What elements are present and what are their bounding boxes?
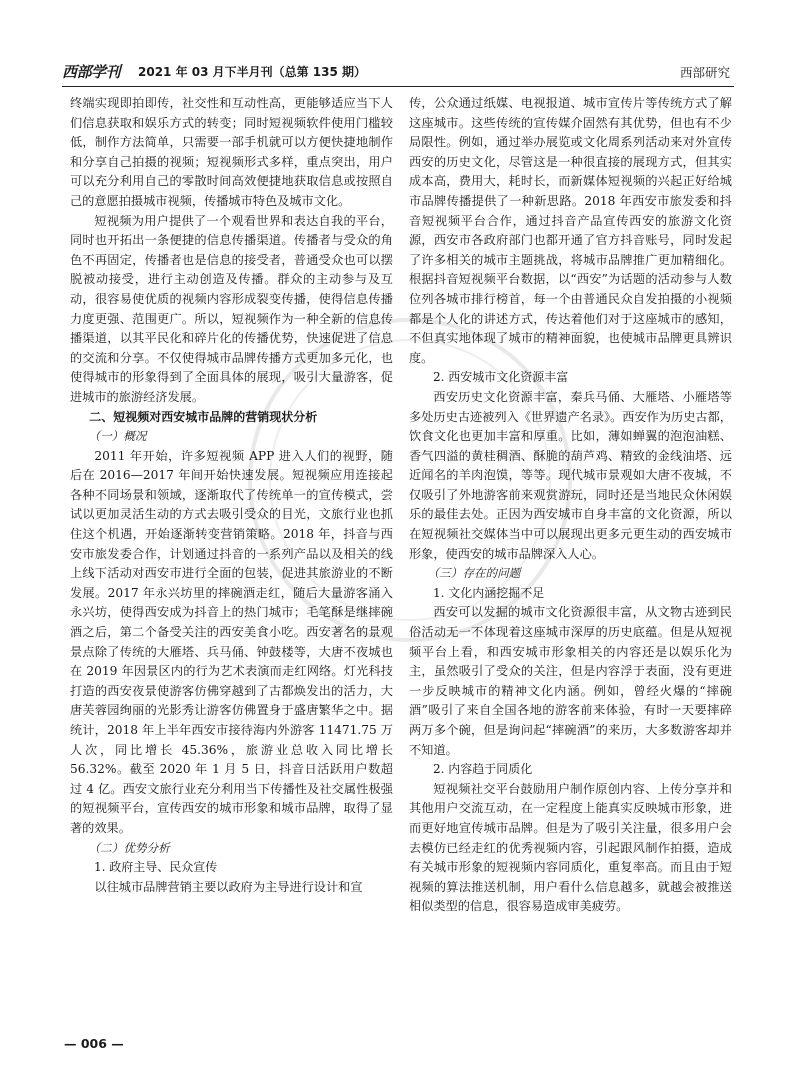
issue-info: 2021 年 03 月下半月刊（总第 135 期） [138, 65, 367, 79]
subsection-heading: （三）存在的问题 [427, 566, 521, 581]
paragraph: 以往城市品牌营销主要以政府为主导进行设计和宣 [94, 879, 363, 894]
paragraph: 西安历史文化资源丰富，秦兵马俑、大雁塔、小雁塔等多处历史古迹被列入《世界遗产名录》。西安作为历史古都，饮食文化也更加丰富和厚重。比如，薄如蝉翼的泡泡油糕、香气四溢的黄桂稠酒、酥脆的葫芦鸡、精致的金线油塔、远近闻名的羊肉泡馍，等等。现代城市景观如大唐不夜城，不仅吸引了外地游客前来观赏游玩，同时还是当地民众休闲娱乐的最佳去处。正因为西安城市自身丰富的文化资源，所以在短视频社交媒体当中可以展现出更多元更生动的西安城市形象，使西安的城市品牌深入人心。 [409, 389, 732, 561]
section-heading: 二、短视频对西安城市品牌的营销现状分析 [89, 409, 318, 424]
right-column [409, 94, 732, 917]
journal-logo: 西部学刊 [62, 63, 121, 81]
subsection-heading: （二）优势分析 [88, 840, 170, 855]
subsection-heading: （一）概况 [88, 429, 147, 444]
paragraph: 西安可以发掘的城市文化资源很丰富，从文物古迹到民俗活动无一不体现着这座城市深厚的历史底蕴。但是从短视频平台上看，和西安城市形象相关的内容还是以娱乐化为主，虽然吸引了受众的关注，但是内容浮于表面，没有更进一步反映城市的精神文化内涵。例如，曾经火爆的“摔碗酒”吸引了来自全国各地的游客前来体验，有时一天要摔碎两万多个碗，但是询问起“摔碗酒”的来历，大多数游客却并不知道。 [409, 605, 732, 757]
sub-subsection-heading: 1. 政府主导、民众宣传 [94, 860, 218, 875]
left-column [70, 94, 393, 897]
paragraph: 短视频为用户提供了一个观看世界和表达自我的平台，同时也开拓出一条便捷的信息传播渠道。传播者与受众的角色不再固定，传播者也是信息的接受者，普通受众也可以摆脱被动接受，进行主动创造及传播。群众的主动参与及互动，很容易使优质的视频内容形成裂变传播，使得信息传播力度更强、范围更广。所以，短视频作为一种全新的信息传播渠道，以其平民化和碎片化的传播优势，快速促进了信息的交流和分享。不仅使得城市品牌传播方式更加多元化，也使得城市的形象得到了全面具体的展现，吸引大量游客，促进城市的旅游经济发展。 [70, 213, 393, 404]
section-name: 西部研究 [679, 65, 730, 80]
page-number: — 006 — [64, 1036, 124, 1051]
paragraph-continued: 传，公众通过纸媒、电视报道、城市宣传片等传统方式了解这座城市。这些传统的宣传媒介固然有其优势，但也有不少局限性。例如，通过举办展览或文化周系列活动来对外宣传西安的历史文化，尽管这是一种很直接的展现方式，但其实成本高，费用大，耗时长，而新媒体短视频的兴起正好给城市品牌传播提供了一种新思路。2018 年西安市旅发委和抖音短视频平台合作，通过抖音产品宣传西安的旅游文化资源，西安市各政府部门也都开通了官方抖音账号，同时发起了许多相关的城市主题挑战，将城市品牌推广更加精细化。根据抖音短视频平台数据，以“西安”为话题的活动参与人数位列各城市排行榜首，每一个由普通民众自发拍摄的小视频都是个人化的讲述方式，传达着他们对于这座城市的感知，不但真实地体现了城市的精神面貌，也使城市品牌更具辨识度。 [409, 96, 732, 365]
paragraph: 短视频社交平台鼓励用户制作原创内容、上传分享并和其他用户交流互动，在一定程度上能真实反映城市形象，进而更好地宣传城市品牌。但是为了吸引关注量，很多用户会去模仿已经走红的优秀视频内容，引起跟风制作拍摄，造成有关城市形象的短视频内容同质化，重复率高。而且由于短视频的算法推送机制，用户看什么信息越多，就越会被推送相似类型的信息，很容易造成审美疲劳。 [409, 781, 732, 914]
sub-subsection-heading: 2. 内容趋于同质化 [433, 762, 533, 777]
page-header [62, 58, 734, 87]
paragraph-continued: 终端实现即拍即传，社交性和互动性高，更能够适应当下人们信息获取和娱乐方式的转变；同时短视频软件使用门槛较低，制作方法简单，只需要一部手机就可以方便快捷地制作和分享自己拍摄的视频；短视频形式多样，重点突出，用户可以充分利用自己的零散时间高效便捷地获取信息或按照自己的意愿拍摄城市视频，传播城市特色及城市文化。 [70, 96, 393, 208]
sub-subsection-heading: 2. 西安城市文化资源丰富 [433, 370, 569, 385]
paragraph: 2011 年开始，许多短视频 APP 进入人们的视野，随后在 2016—2017 年间开始快速发展。短视频应用连接起各种不同场景和领域，逐渐取代了传统单一的宣传模式，尝试以更加灵活生动的方式去吸引受众的目光，文旅行业也抓住这个机遇，开始逐渐转变营销策略。2018 年，抖音与西安市旅发委合作，计划通过抖音的一系列产品以及相关的线上线下活动对西安市进行全面的包装，促进其旅游业的不断发展。2017 年永兴坊里的摔碗酒走红，随后大量游客涌入永兴坊，使得西安成为抖音上的热门城市；毛笔酥是继摔碗酒之后，第二个备受关注的西安美食小吃。西安著名的景观景点除了传统的大雁塔、兵马俑、钟鼓楼等，大唐不夜城也在 2019 年因景区内的行为艺术表演而走红网络。灯光科技打造的西安夜景使游客仿佛穿越到了古都焕发出的活力，大唐芙蓉园绚丽的光影秀让游客仿佛置身于盛唐繁华之中。据统计，2018 年上半年西安市接待海内外游客 11471.75 万人次，同比增长 45.36%，旅游业总收入同比增长 56.32%。截至 2020 年 1 月 5 日，抖音日活跃用户数超过 4 亿。西安文旅行业充分利用当下传播性及社交属性极强的短视频平台，宣传西安的城市形象和城市品牌，取得了显著的效果。 [70, 448, 393, 835]
sub-subsection-heading: 1. 文化内涵挖掘不足 [433, 585, 545, 600]
